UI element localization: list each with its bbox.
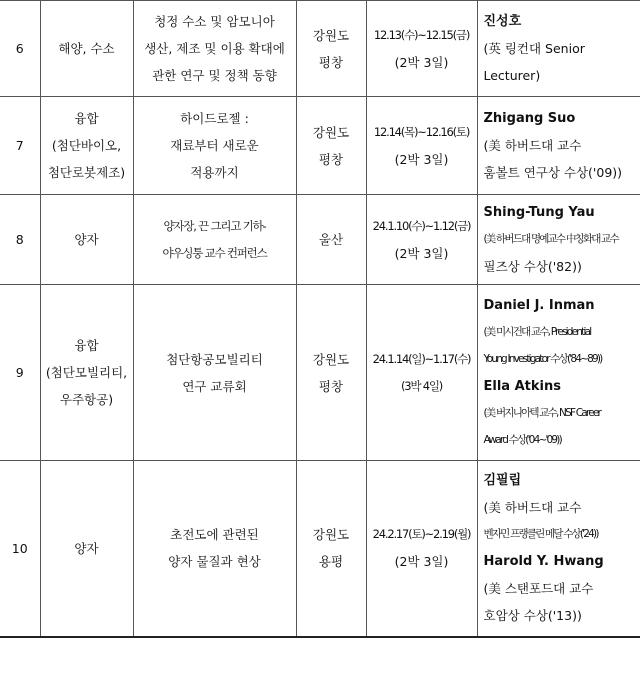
speaker-name: 김필립 [483, 473, 522, 489]
title-cell [133, 97, 296, 195]
speaker-cell [477, 97, 640, 195]
cell-text: (첨단바이오, [51, 138, 122, 153]
title-cell [133, 195, 296, 285]
table-row [0, 461, 640, 637]
row-number [0, 461, 40, 637]
venue-cell [296, 97, 366, 195]
cell-text: 관한 연구 및 정책 동향 [152, 68, 277, 83]
cell-text: 벤자민 프랭클린 메달 수상('24)) [483, 528, 598, 541]
field-cell [40, 97, 133, 195]
cell-text: 필즈상 수상('82)) [483, 259, 582, 274]
row-number [0, 97, 40, 195]
cell-text: 평창 [318, 54, 344, 70]
cell-text: (美 하버드대 교수 [483, 138, 582, 153]
cell-text: 호암상 수상('13)) [483, 608, 582, 624]
cell-text: 6 [15, 41, 24, 56]
cell-text: 첨단로봇제조) [47, 165, 126, 180]
cell-text: 재료부터 새로운 [170, 138, 259, 153]
cell-text: (美 미시건대 교수, Presidential [483, 325, 591, 338]
cell-text: 평창 [318, 378, 344, 394]
cell-text: 적용까지 [190, 165, 239, 180]
row-number [0, 1, 40, 97]
speaker-cell [477, 1, 640, 97]
venue-cell [296, 1, 366, 97]
venue-cell [296, 461, 366, 637]
dates-cell [366, 195, 477, 285]
cell-text: 7 [15, 138, 24, 153]
cell-text: 야우싱퉁 교수 컨퍼런스 [162, 245, 267, 260]
title-cell [133, 461, 296, 637]
cell-text: 12.13(수)~12.15(금) [373, 27, 470, 42]
cell-text: 강원도 [312, 27, 350, 43]
cell-text: (美 스탠포드대 교수 [483, 581, 594, 597]
table-row [0, 1, 640, 97]
dates-cell [366, 97, 477, 195]
cell-text: 24.1.14(일)~1.17(수) [372, 351, 471, 366]
speaker-name: 진성호 [483, 14, 522, 29]
cell-text: 생산, 제조 및 이용 확대에 [144, 41, 285, 56]
title-cell [133, 285, 296, 461]
cell-text: 울산 [318, 232, 344, 247]
cell-text: 양자 [74, 540, 99, 556]
cell-text: 우주항공) [59, 392, 114, 407]
cell-text: 평창 [318, 151, 344, 167]
cell-text: (美 버지니아텍 교수, NSF Career [483, 406, 601, 419]
venue-cell [296, 285, 366, 461]
cell-text: 훔볼트 연구상 수상('09)) [483, 165, 623, 180]
cell-text: Lecturer) [483, 68, 541, 83]
row-number [0, 285, 40, 461]
cell-text: Young Investigator 수상('84~89)) [483, 352, 602, 365]
cell-text: (美 하버드대 교수 [483, 500, 582, 516]
cell-text: (2박 3일) [394, 554, 449, 570]
title-cell [133, 1, 296, 97]
speaker-cell [477, 461, 640, 637]
field-cell [40, 1, 133, 97]
field-cell [40, 461, 133, 637]
row-number [0, 195, 40, 285]
cell-text: (첨단모빌리티, [45, 365, 128, 380]
cell-text: 강원도 [312, 527, 350, 543]
dates-cell [366, 1, 477, 97]
cell-text: 융합 [74, 111, 99, 126]
speaker-name: Ella Atkins [483, 378, 561, 394]
cell-text: (2박 3일) [394, 151, 449, 167]
speaker-name: Zhigang Suo [483, 111, 576, 126]
speaker-cell [477, 195, 640, 285]
cell-text: 양자장, 끈 그리고 기하- [163, 218, 266, 233]
cell-text: 8 [15, 232, 24, 247]
cell-text: 강원도 [312, 351, 350, 367]
cell-text: (3박 4일) [400, 378, 443, 393]
field-cell [40, 195, 133, 285]
cell-text: 용평 [318, 554, 344, 570]
cell-text: 양자 [74, 232, 99, 247]
cell-text: 24.2.17(토)~2.19(월) [372, 527, 471, 542]
cell-text: 12.14(목)~12.16(토) [373, 124, 470, 139]
table-row [0, 285, 640, 461]
speaker-name: Shing-Tung Yau [483, 205, 595, 220]
speaker-name: Harold Y. Hwang [483, 554, 604, 570]
cell-text: 첨단항공모빌리티 [166, 351, 263, 367]
cell-text: 연구 교류회 [182, 378, 247, 394]
venue-cell [296, 195, 366, 285]
speaker-cell [477, 285, 640, 461]
table-row [0, 195, 640, 285]
cell-text: (2박 3일) [394, 245, 449, 261]
cell-text: 강원도 [312, 124, 350, 140]
cell-text: (2박 3일) [394, 54, 449, 70]
dates-cell [366, 461, 477, 637]
speaker-name: Daniel J. Inman [483, 297, 595, 313]
cell-text: 초전도에 관련된 [170, 527, 259, 543]
cell-text: 24.1.10(수)~1.12(금) [372, 218, 471, 233]
field-cell [40, 285, 133, 461]
cell-text: 10 [11, 540, 28, 556]
cell-text: 청정 수소 및 암모니아 [154, 14, 275, 29]
table-row [0, 97, 640, 195]
cell-text: 해양, 수소 [58, 41, 115, 56]
cell-text: 융합 [74, 338, 99, 353]
cell-text: (美 하버드대 명예교수 中칭화대 교수 [483, 233, 618, 245]
cell-text: 양자 물질과 현상 [168, 554, 261, 570]
dates-cell [366, 285, 477, 461]
cell-text: 9 [15, 365, 24, 380]
cell-text: (英 링컨대 Senior [483, 41, 585, 56]
cell-text: Award 수상('04~'09)) [483, 433, 561, 446]
cell-text: 하이드로젤 : [180, 111, 249, 126]
